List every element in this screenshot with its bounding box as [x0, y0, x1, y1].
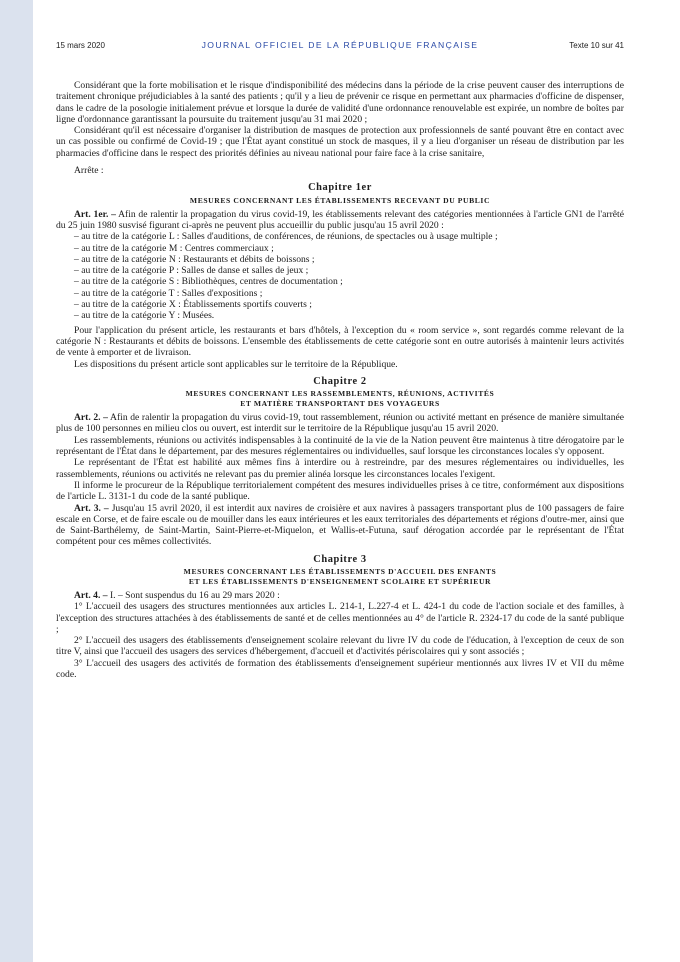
chapter-3-subtitle-line-2: ET LES ÉTABLISSEMENTS D'ENSEIGNEMENT SCOLAIRE ET SUPÉRIEUR [188, 576, 492, 586]
chapter-2-title: Chapitre 2 [313, 375, 367, 387]
list-item: – au titre de la catégorie N : Restaurants et débits de boissons ; [74, 253, 315, 265]
article-1-label: Art. 1er. – [74, 208, 116, 220]
article-1 [56, 209, 624, 232]
article-3-text: Jusqu'au 15 avril 2020, il est interdit aux navires de croisière et aux navires à passagers transportant plus de 100 passagers de faire escale en Corse, et de faire escale ou de mouiller dans les eaux intérieures et les eaux territoriales des départements et régions d'outre-mer, ainsi que de Saint-Barthélemy, de Saint-Martin, Saint-Pierre-et-Miquelon, et Wallis-et-Futuna, sauf dérogation accordée par le représentant de l'État compétent pour ces mêmes collectivités. [56, 502, 624, 548]
chapter-1-title: Chapitre 1er [308, 182, 372, 194]
article-2-paragraph: Le représentant de l'État est habilité aux mêmes fins à interdire ou à restreindre, par des mesures réglementaires ou individuelles, les rassemblements, réunions ou activités ne relevant pas du premier alinéa lorsque les circonstances locales l'exigent. [56, 457, 624, 480]
article-2-label: Art. 2. – [74, 412, 108, 424]
article-3-label: Art. 3. – [74, 502, 109, 514]
article-4-item: 1° L'accueil des usagers des structures mentionnées aux articles L. 214-1, L.227-4 et L. 424-1 du code de l'action sociale et des familles, à l'exception des structures attachées à des établissements de santé et de celles mentionnées au 4° de l'article R. 2324-17 du code de la santé publique ; [56, 601, 624, 635]
article-4-text: I. – Sont suspendus du 16 au 29 mars 2020 : [109, 589, 280, 601]
article-4-item: 3° L'accueil des usagers des activités de formation des établissements d'enseignement supérieur mentionnés aux livres IV et VII du même code. [56, 657, 624, 681]
chapter-2-subtitle-line-2: ET MATIÈRE TRANSPORTANT DES VOYAGEURS [240, 399, 440, 409]
article-3 [56, 503, 624, 548]
article-2-paragraph: Les rassemblements, réunions ou activités indispensables à la continuité de la vie de la Nation peuvent être maintenus à titre dérogatoire par le représentant de l'État dans le département, par des mesures réglementaires ou individuelles, sauf lorsque les circonstances locales s'y opposent. [56, 434, 624, 458]
header-date: 15 mars 2020 [56, 41, 105, 50]
list-item: – au titre de la catégorie T : Salles d'expositions ; [74, 287, 263, 299]
article-2 [56, 412, 624, 435]
article-4-label: Art. 4. – [74, 589, 108, 601]
journal-title: JOURNAL OFFICIEL DE LA RÉPUBLIQUE FRANÇAISE [201, 40, 479, 50]
article-1-paragraph: Les dispositions du présent article sont applicables sur le territoire de la République. [74, 358, 398, 370]
page-header [56, 40, 624, 54]
considerant-1: Considérant que la forte mobilisation et le risque d'indisponibilité des médecins dans la période de la crise peuvent causer des interruptions de traitement chronique préjudiciables à la santé des patients ; qu'il y a lieu de prévenir ce risque en permettant aux pharmacies d'officine de dispenser, dans le cadre de la posologie initialement prévue et lorsque la durée de validité d'une ordonnance renouvelable est expirée, un nombre de boîtes par ligne d'ordonnance garantissant la poursuite du traitement jusqu'au 31 mai 2020 ; [56, 80, 624, 125]
list-item: – au titre de la catégorie S : Bibliothèques, centres de documentation ; [74, 276, 343, 288]
arrete-label: Arrête : [74, 165, 104, 177]
list-item: – au titre de la catégorie L : Salles d'auditions, de conférences, de réunions, de spectacles ou à usage multiple ; [74, 231, 498, 243]
page-margin-band [0, 0, 33, 962]
chapter-3-title: Chapitre 3 [313, 553, 367, 565]
chapter-3-subtitle-line-1: MESURES CONCERNANT LES ÉTABLISSEMENTS D'ACCUEIL DES ENFANTS [183, 566, 497, 576]
article-2-text: Afin de ralentir la propagation du virus covid-19, tout rassemblement, réunion ou activité mettant en présence de manière simultanée plus de 100 personnes en milieu clos ou ouvert, est interdit sur le territoire de la République jusqu'au 15 avril 2020. [56, 412, 625, 435]
document-body [56, 80, 624, 680]
considerant-2: Considérant qu'il est nécessaire d'organiser la distribution de masques de protection aux professionnels de santé pouvant être en contact avec un cas possible ou confirmé de Covid-19 ; que l'État ayant constitué un stock de masques, il y a lieu d'organiser un réseau de distribution par les pharmacies d'officine dans le respect des priorités définies au niveau national pour faire face à la crise sanitaire, [56, 125, 624, 159]
article-2-paragraph: Il informe le procureur de la République territorialement compétent des mesures individuelles prises à ce titre, conformément aux dispositions de l'article L. 3131-1 du code de la santé publique. [56, 479, 624, 503]
list-item: – au titre de la catégorie M : Centres commerciaux ; [74, 242, 274, 254]
list-item: – au titre de la catégorie X : Établissements sportifs couverts ; [74, 299, 312, 311]
list-item: – au titre de la catégorie Y : Musées. [74, 310, 215, 322]
article-1-paragraph: Pour l'application du présent article, les restaurants et bars d'hôtels, à l'exception du « room service », sont regardés comme relevant de la catégorie N : Restaurants et débits de boissons. L'ensemble des établissements de cette catégorie sont en outre autorisés à maintenir leurs activités de vente à emporter et de livraison. [56, 324, 624, 359]
chapter-2-subtitle-line-1: MESURES CONCERNANT LES RASSEMBLEMENTS, RÉUNIONS, ACTIVITÉS [185, 389, 495, 399]
list-item: – au titre de la catégorie P : Salles de danse et salles de jeux ; [74, 265, 309, 277]
article-4-item: 2° L'accueil des usagers des établissements d'enseignement scolaire relevant du livre IV du code de l'éducation, à l'exception de ceux de son titre V, ainsi que l'accueil des usagers des services d'hébergement, d'accueil et d'activités périscolaires qui y sont associés ; [56, 635, 624, 658]
header-page-number: Texte 10 sur 41 [569, 41, 624, 50]
chapter-1-subtitle: MESURES CONCERNANT LES ÉTABLISSEMENTS RECEVANT DU PUBLIC [189, 195, 491, 205]
article-4 [56, 590, 624, 601]
article-1-text: Afin de ralentir la propagation du virus covid-19, les établissements relevant des catégories mentionnées à l'article GN1 de l'arrêté du 25 juin 1980 susvisé figurant ci-après ne peuvent plus accueillir du public jusqu'au 15 avril 2020 : [56, 208, 624, 231]
